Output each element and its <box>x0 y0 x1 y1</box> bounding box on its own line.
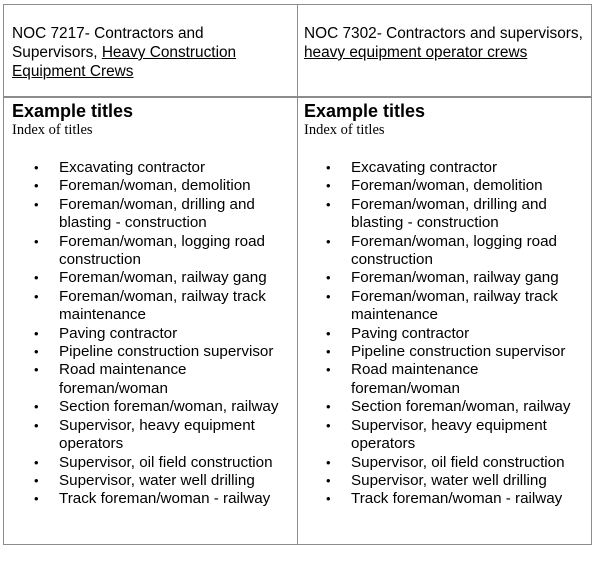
list-item <box>12 196 294 233</box>
list-item-text: Supervisor, water well drilling <box>59 471 255 489</box>
list-item-text: Road maintenance foreman/woman <box>59 361 187 397</box>
bullet-icon: • <box>34 491 39 507</box>
bullet-icon: • <box>326 160 331 175</box>
list-item <box>304 177 589 195</box>
left-column-heading <box>12 24 292 81</box>
right-index-of-titles: Index of titles <box>304 122 385 138</box>
list-item <box>304 196 589 233</box>
list-item-text: Supervisor, oil field construction <box>351 453 565 471</box>
list-item <box>12 454 294 472</box>
list-item-text: Foreman/woman, railway track maintenance <box>351 287 558 324</box>
list-item-text: Foreman/woman, railway gang <box>59 269 267 287</box>
list-item <box>304 269 589 287</box>
list-item-text: Foreman/woman, logging road construction <box>351 232 557 269</box>
left-heading-link[interactable]: Heavy Construction Equipment Crews <box>12 44 237 80</box>
list-item-text: Section foreman/woman, railway <box>351 398 571 416</box>
list-item-text: Track foreman/woman - railway <box>59 490 271 508</box>
list-item <box>12 159 294 177</box>
bullet-icon: • <box>326 472 331 488</box>
bullet-icon: • <box>34 454 39 470</box>
bullet-icon: • <box>326 491 331 507</box>
left-heading-text: NOC 7217- Contractors and Supervisors, <box>12 25 204 61</box>
list-item <box>304 159 589 177</box>
list-item <box>12 490 294 508</box>
bullet-icon: • <box>326 178 331 194</box>
left-column-body <box>12 100 294 509</box>
list-item <box>304 325 589 343</box>
right-titles-list <box>304 159 589 509</box>
list-item-text: Excavating contractor <box>351 159 498 176</box>
list-item-text: Foreman/woman, railway gang <box>351 269 559 287</box>
list-item-text: Road maintenance foreman/woman <box>351 361 479 397</box>
list-item <box>12 288 294 325</box>
list-item <box>304 361 589 398</box>
bullet-icon: • <box>34 362 39 378</box>
list-item-text: Section foreman/woman, railway <box>59 398 279 416</box>
bullet-icon: • <box>34 160 39 175</box>
bullet-icon: • <box>326 399 331 415</box>
comparison-table <box>3 4 592 545</box>
bullet-icon: • <box>326 325 331 341</box>
list-item-text: Foreman/woman, drilling and blasting - construction <box>59 195 255 232</box>
bullet-icon: • <box>326 454 331 470</box>
list-item <box>12 177 294 195</box>
list-item <box>304 454 589 472</box>
bullet-icon: • <box>34 270 39 286</box>
bullet-icon: • <box>326 344 331 360</box>
list-item <box>12 325 294 343</box>
bullet-icon: • <box>326 362 331 378</box>
list-item <box>12 472 294 490</box>
bullet-icon: • <box>34 344 39 360</box>
bullet-icon: • <box>326 196 331 212</box>
list-item <box>12 417 294 454</box>
right-heading-text: NOC 7302- Contractors and supervisors, <box>304 25 583 42</box>
right-heading-link[interactable]: heavy equipment operator crews <box>304 44 528 61</box>
list-item <box>12 269 294 287</box>
list-item <box>304 288 589 325</box>
list-item-text: Paving contractor <box>59 324 178 342</box>
bullet-icon: • <box>34 233 39 249</box>
list-item-text: Foreman/woman, railway track maintenance <box>59 287 266 324</box>
list-item-text: Foreman/woman, demolition <box>59 177 251 195</box>
list-item <box>12 398 294 416</box>
bullet-icon: • <box>34 196 39 212</box>
left-titles-list <box>12 159 294 509</box>
bullet-icon: • <box>34 399 39 415</box>
list-item-text: Track foreman/woman - railway <box>351 490 563 508</box>
left-index-of-titles: Index of titles <box>12 122 93 138</box>
bullet-icon: • <box>34 288 39 304</box>
bullet-icon: • <box>326 288 331 304</box>
column-divider <box>297 5 298 544</box>
list-item <box>12 343 294 361</box>
list-item-text: Foreman/woman, demolition <box>351 177 543 195</box>
right-example-titles-heading: Example titles <box>304 101 426 121</box>
list-item <box>12 233 294 270</box>
bullet-icon: • <box>34 178 39 194</box>
list-item-text: Foreman/woman, logging road construction <box>59 232 265 269</box>
list-item <box>304 233 589 270</box>
bullet-icon: • <box>34 417 39 433</box>
list-item <box>304 398 589 416</box>
left-example-titles-heading: Example titles <box>12 101 134 121</box>
right-column-body <box>304 100 589 509</box>
header-divider <box>4 96 591 98</box>
list-item-text: Supervisor, heavy equipment operators <box>351 416 547 453</box>
list-item <box>304 417 589 454</box>
bullet-icon: • <box>326 233 331 249</box>
list-item <box>304 490 589 508</box>
list-item <box>304 343 589 361</box>
list-item-text: Supervisor, heavy equipment operators <box>59 416 255 453</box>
list-item-text: Supervisor, water well drilling <box>351 471 547 489</box>
bullet-icon: • <box>34 325 39 341</box>
list-item-text: Paving contractor <box>351 324 470 342</box>
list-item-text: Pipeline construction supervisor <box>59 343 274 361</box>
list-item-text: Pipeline construction supervisor <box>351 343 566 361</box>
bullet-icon: • <box>326 270 331 286</box>
bullet-icon: • <box>326 417 331 433</box>
list-item <box>304 472 589 490</box>
list-item-text: Foreman/woman, drilling and blasting - construction <box>351 195 547 232</box>
bullet-icon: • <box>34 472 39 488</box>
list-item-text: Supervisor, oil field construction <box>59 453 273 471</box>
list-item <box>12 361 294 398</box>
list-item-text: Excavating contractor <box>59 159 206 176</box>
right-column-heading <box>304 24 589 62</box>
